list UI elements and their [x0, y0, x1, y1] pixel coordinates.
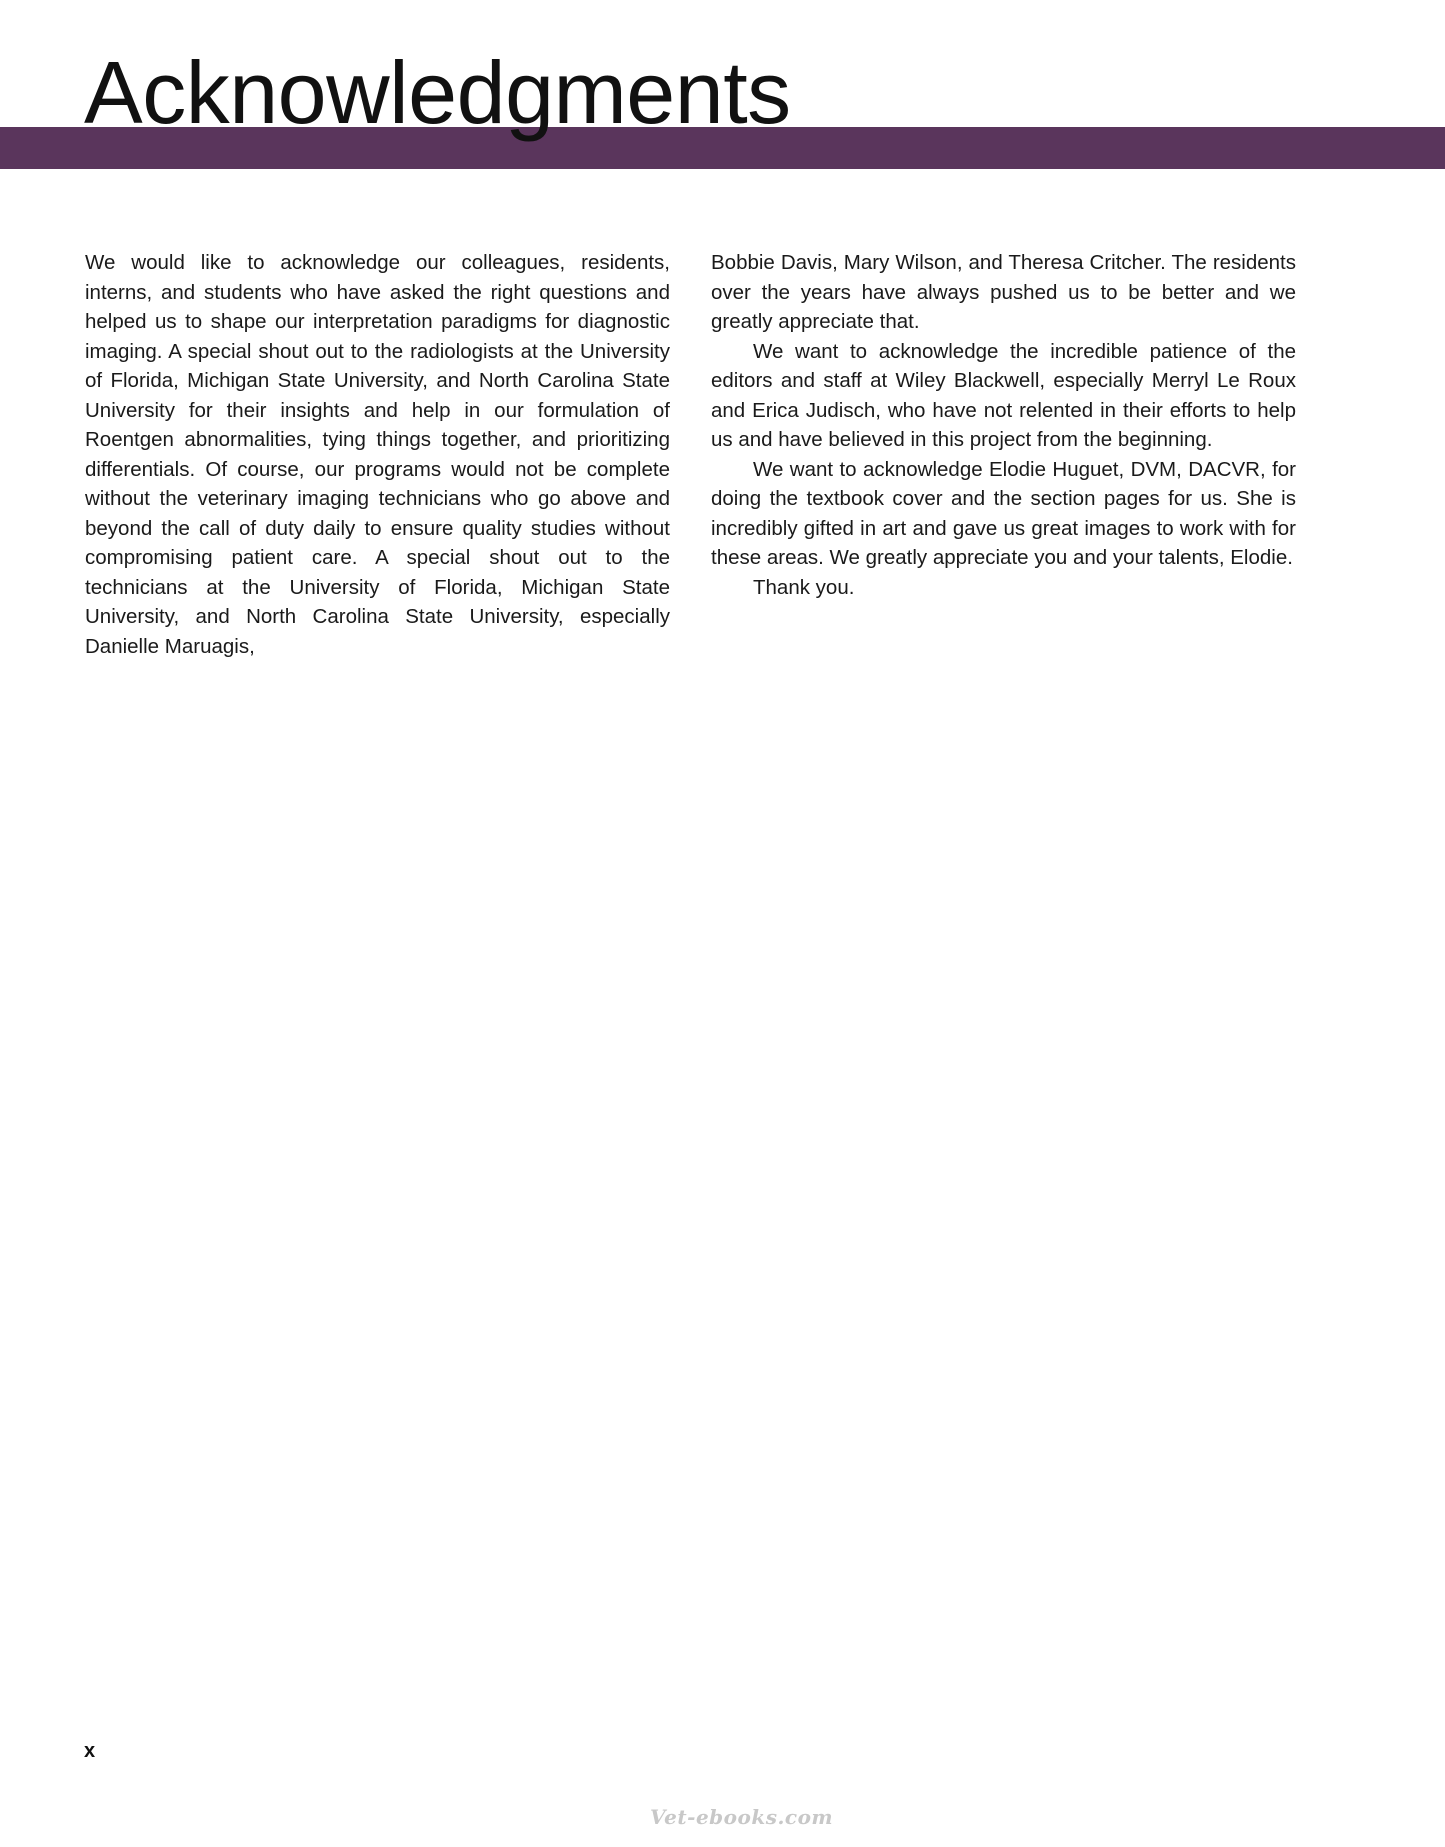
paragraph: We want to acknowledge Elodie Huguet, DVM, DACVR, for doing the textbook cover and the section pages for us. She is incredibly gifted in art and gave us great images to work with for these areas. We greatly appreciate you and your talents, Elodie.: [711, 457, 1296, 569]
page-title: Acknowledgments: [84, 43, 791, 142]
paragraph: Bobbie Davis, Mary Wilson, and Theresa Critcher. The residents over the years have always pushed us to be better and we greatly appreciate that.: [711, 251, 1296, 333]
left-column: [85, 248, 670, 661]
paragraph: We would like to acknowledge our colleagues, residents, interns, and students who have asked the right questions and helped us to shape our interpretation paradigms for diagnostic imaging. A special shout out to the radiologists at the University of Florida, Michigan State University, and North Carolina State University for their insights and help in our formulation of Roentgen abnormalities, tying things together, and prioritizing differentials. Of course, our programs would not be complete without the veterinary imaging technicians who go above and beyond the call of duty daily to ensure quality studies without compromising patient care. A special shout out to the technicians at the University of Florida, Michigan State University, and North Carolina State University, especially Danielle Maruagis,: [85, 251, 670, 658]
paragraph: Thank you.: [753, 575, 855, 599]
page-number: x: [84, 1740, 96, 1762]
right-column: [711, 248, 1296, 661]
watermark: Vet-ebooks.com: [650, 1805, 834, 1829]
paragraph: We want to acknowledge the incredible patience of the editors and staff at Wiley Blackwell, especially Merryl Le Roux and Erica Judisch, who have not relented in their efforts to help us and have believed in this project from the beginning.: [711, 339, 1296, 451]
body-columns: [85, 248, 1296, 661]
